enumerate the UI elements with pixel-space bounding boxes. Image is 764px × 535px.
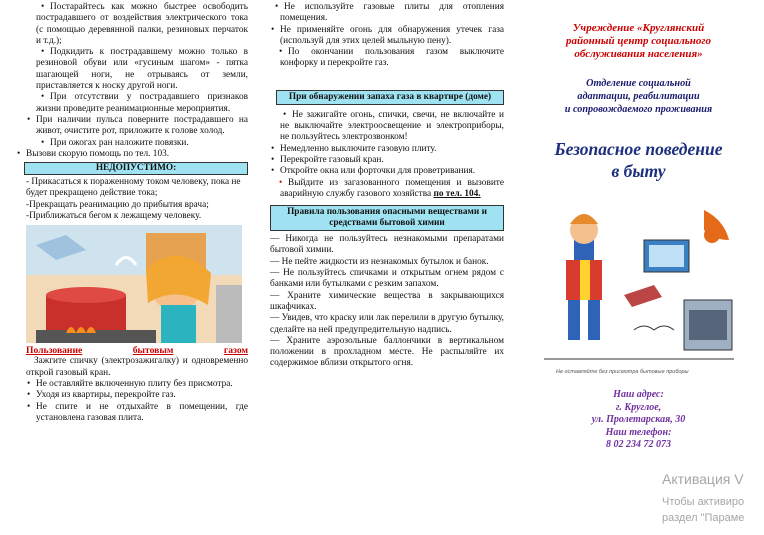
- gas-phone: по тел. 104.: [433, 188, 481, 199]
- gas-tip-2: • Не применяйте огонь для обнаружения утечек газа (используй для этих целей мыльную пену).: [270, 25, 504, 48]
- column-left: [26, 0, 248, 424]
- gas-smell-3: • Перекройте газовый кран.: [270, 155, 504, 166]
- appliances-illustration: [534, 200, 744, 368]
- chem-rule-4: — Храните химические вещества в закрывающихся шкафчиках.: [270, 290, 504, 312]
- chem-rule-3: — Не пользуйтесь спичками и открытым огнем рядом с банками или бутылками с резким запахом.: [270, 268, 504, 290]
- gas-rule-2: • Не оставляйте включенную плиту без присмотра.: [26, 379, 248, 390]
- gas-smell-5: • Выйдите из загазованного помещения и вызовите аварийную службу газового хозяйства по тел. 104.: [270, 178, 504, 201]
- not-allowed-heading: НЕДОПУСТИМО:: [24, 162, 248, 175]
- gas-rule-4: • Не спите и не отдыхайте в помещении, где установлена газовая плита.: [26, 402, 248, 425]
- paragraph-reanimation: • При отсутствии у пострадавшего признаков жизни проведите реанимационные мероприятия.: [26, 92, 248, 115]
- department-name: Отделение социальной адаптации, реабилитации и сопровождаемого проживания: [564, 78, 713, 115]
- paragraph-goose-step: • Подкидить к пострадавшему можно только в резиновой обуви или «гусиным шагом» - пятка шагающей ноги, не отрываясь от земли, приставляется к носку другой ноги.: [26, 47, 248, 92]
- not-allowed-2: -Прекращать реанимацию до прибытия врача;: [26, 199, 209, 210]
- paragraph-free-victim: • Постарайтесь как можно быстрее освободить пострадавшего от воздействия электрического тока (с помощью деревянной палки, резиновых перчаток и т.д.);: [26, 2, 248, 47]
- illustration-caption: Не оставляйте без присмотра бытовые приборы: [556, 369, 689, 375]
- institution-name: Учреждение «Круглянский районный центр социального обслуживания населения»: [566, 22, 711, 60]
- gas-smell-4: • Откройте окна или форточки для проветривания.: [270, 166, 504, 177]
- paragraph-pulse: • При наличии пульса поверните пострадавшего на живот, очистите рот, приложите к голове холод.: [26, 115, 248, 138]
- not-allowed-3: -Приближаться бегом к лежащему человеку.: [26, 211, 202, 222]
- gas-smell-heading: При обнаружении запаха газа в квартире (доме): [276, 90, 504, 105]
- activation-watermark-text: Чтобы активиро раздел "Параме: [662, 496, 745, 524]
- paragraph-call-ambulance: • Вызови скорую помощь по тел. 103.: [16, 149, 248, 160]
- paragraph-burns: • При ожогах ран наложите повязки.: [26, 138, 248, 149]
- chem-rule-1: — Никогда не пользуйтесь незнакомыми препаратами бытовой химии.: [270, 234, 504, 256]
- kitchen-illustration: [26, 225, 242, 343]
- gas-smell-2: • Немедленно выключите газовую плиту.: [270, 144, 504, 155]
- column-right: [526, 0, 751, 452]
- gas-rule-1: Зажгите спичку (электрозажигалку) и одновременно открой газовый кран.: [26, 356, 248, 378]
- chemicals-heading: Правила пользования опасными веществами и средствами бытовой химии: [270, 205, 504, 231]
- address-block: Наш адрес: г. Круглое, ул. Пролетарская, 30 Наш телефон: 8 02 234 72 073: [591, 389, 686, 450]
- chem-rule-6: — Храните аэрозольные баллончики в вертикальном положении в прохладном месте. Не распыляйте их содержимое вблизи открытого огня.: [270, 335, 504, 369]
- column-middle: [270, 0, 504, 370]
- chem-rule-5: — Увидев, что краску или лак перелили в другую бутылку, сделайте на ней предупредительную надпись.: [270, 313, 504, 335]
- activation-watermark-title: Активация V: [662, 471, 744, 487]
- not-allowed-1: - Прикасаться к пораженному током человеку, пока не будет прекращено действие тока;: [26, 177, 241, 199]
- gas-rule-3: • Уходя из квартиры, перекройте газ.: [26, 390, 248, 401]
- chem-rule-2: — Не пейте жидкости из незнакомых бутылок и банок.: [270, 256, 489, 267]
- gas-smell-1: • Не зажигайте огонь, спички, свечи, не включайте и не выключайте электроосвещение и электроприборы, не пользуйтесь электрозвонком!: [270, 110, 504, 144]
- brochure-title: Безопасное поведение в быту: [554, 139, 723, 181]
- gas-tip-3: • По окончании пользования газом выключите конфорку и перекройте газ.: [270, 47, 504, 70]
- gas-tip-1: • Не используйте газовые плиты для отопления помещения.: [270, 2, 504, 25]
- gas-usage-heading: Пользование бытовым газом: [26, 345, 248, 357]
